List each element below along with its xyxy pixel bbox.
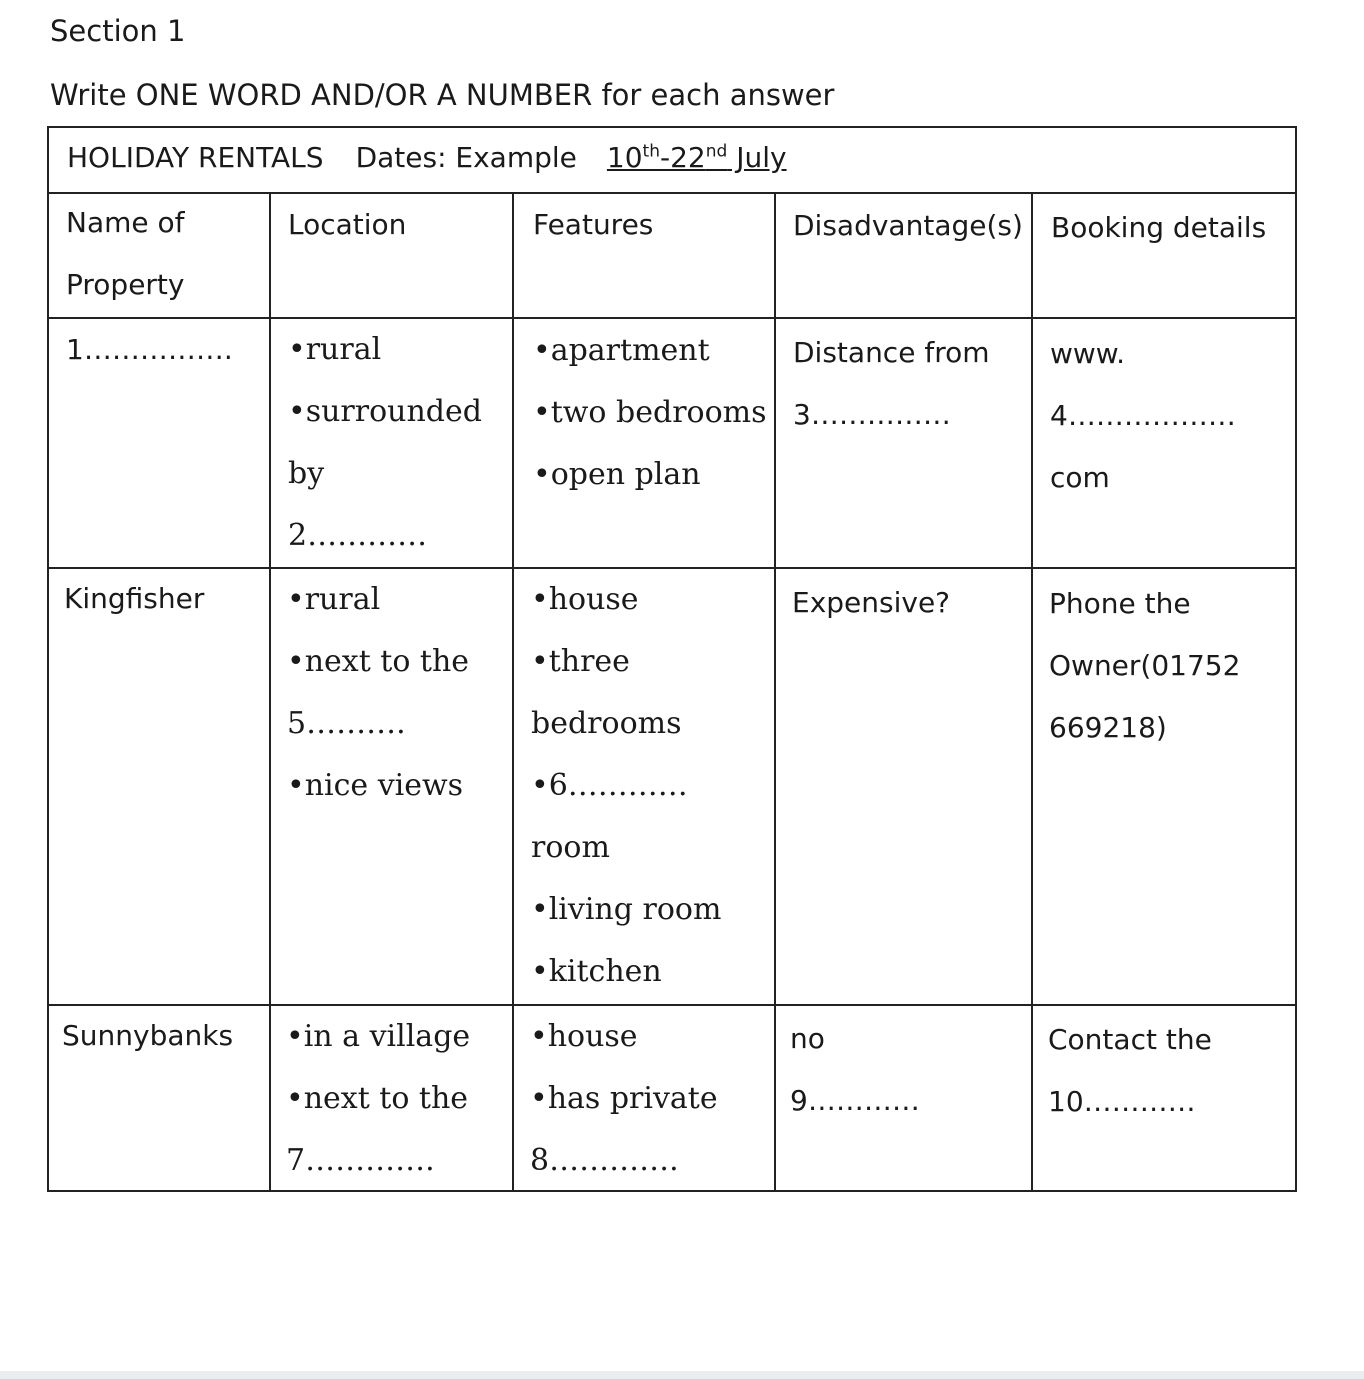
cell-line: •two bedrooms	[533, 395, 767, 430]
table-divider-header	[47, 192, 1297, 194]
dates-month: July	[727, 141, 787, 174]
dates-end-day: -22	[659, 141, 706, 174]
row1-disadvantages	[793, 322, 990, 446]
dates-value	[607, 141, 787, 174]
cell-line: •house	[531, 582, 639, 617]
cell-line: •three	[531, 644, 630, 679]
cell-line: •house	[530, 1019, 638, 1054]
row3-booking	[1048, 1009, 1212, 1133]
cell-line: •next to the	[287, 644, 470, 679]
property-name: Sunnybanks	[62, 1019, 234, 1052]
row1-location	[288, 319, 482, 567]
cell-line: •rural	[287, 582, 381, 617]
answer-blank: 2…………	[288, 518, 428, 553]
cell-line: •open plan	[533, 457, 701, 492]
table-title: HOLIDAY RENTALS	[67, 141, 324, 174]
row3-disadvantages	[790, 1008, 920, 1132]
property-name: Kingfisher	[64, 582, 205, 615]
answer-blank: 10…………	[1048, 1085, 1196, 1118]
cell-line: by	[288, 456, 325, 491]
row1-features	[533, 320, 767, 506]
answer-blank: •6…………	[531, 768, 688, 803]
dates-end-suffix: nd	[705, 141, 728, 162]
table-title-row	[67, 141, 787, 174]
cell-line: •surrounded	[288, 394, 482, 429]
table-column-divider	[512, 192, 514, 1192]
table-divider-columns	[47, 317, 1297, 319]
answer-blank: 9…………	[790, 1084, 920, 1117]
cell-line: •rural	[288, 332, 382, 367]
header-booking-details	[1051, 197, 1266, 259]
cell-line: •has private	[530, 1081, 718, 1116]
cell-line: Expensive?	[792, 586, 951, 619]
cell-line: bedrooms	[531, 706, 682, 741]
cell-line: •nice views	[287, 768, 464, 803]
row2-disadvantages	[792, 572, 950, 634]
row1-name	[66, 319, 233, 381]
dates-start-day: 10	[606, 141, 643, 174]
cell-line: com	[1050, 461, 1110, 494]
answer-blank: 5……….	[287, 706, 406, 741]
header-booking-label: Booking details	[1051, 211, 1267, 244]
cell-line: •next to the	[286, 1081, 469, 1116]
cell-line: Owner(01752	[1049, 649, 1241, 682]
answer-blank: 1…………….	[66, 333, 233, 366]
cell-line: Phone the	[1049, 587, 1191, 620]
answer-blank: 8………….	[530, 1143, 679, 1178]
answer-blank: 7………….	[286, 1143, 435, 1178]
header-name-of-property	[66, 192, 185, 316]
cell-line: •in a village	[286, 1019, 471, 1054]
dates-label: Dates: Example	[355, 141, 577, 174]
row2-features	[531, 569, 721, 1003]
answer-blank: 4………………	[1050, 399, 1236, 432]
row3-location	[286, 1006, 470, 1192]
instruction-text: Write ONE WORD AND/OR A NUMBER for each answer	[50, 78, 835, 112]
cell-line: 669218)	[1049, 711, 1167, 744]
section-title: Section 1	[50, 14, 186, 48]
header-disadvantages	[793, 195, 1023, 257]
dates-start-suffix: th	[642, 141, 660, 162]
cell-line: room	[531, 830, 610, 865]
cell-line: Distance from	[793, 336, 990, 369]
row2-name	[64, 568, 204, 630]
header-features	[533, 194, 653, 256]
header-location	[288, 194, 406, 256]
header-features-label: Features	[533, 208, 654, 241]
cell-line: www.	[1050, 337, 1126, 370]
answer-blank: 3……………	[793, 398, 951, 431]
page-bottom-edge	[0, 1371, 1364, 1379]
row2-location	[287, 569, 469, 817]
row2-booking	[1049, 573, 1240, 759]
cell-line: no	[790, 1022, 825, 1055]
cell-line: •kitchen	[531, 954, 662, 989]
table-column-divider	[269, 192, 271, 1192]
cell-line: •living room	[531, 892, 722, 927]
row1-booking	[1050, 323, 1236, 509]
table-column-divider	[774, 192, 776, 1192]
header-name-line: Property	[66, 268, 185, 301]
row3-features	[530, 1006, 718, 1192]
cell-line: •apartment	[533, 333, 710, 368]
table-column-divider	[1031, 192, 1033, 1192]
row3-name	[62, 1005, 233, 1067]
header-name-line: Name of	[66, 206, 185, 239]
cell-line: Contact the	[1048, 1023, 1212, 1056]
header-disadvantages-label: Disadvantage(s)	[793, 209, 1023, 242]
header-location-label: Location	[288, 208, 407, 241]
